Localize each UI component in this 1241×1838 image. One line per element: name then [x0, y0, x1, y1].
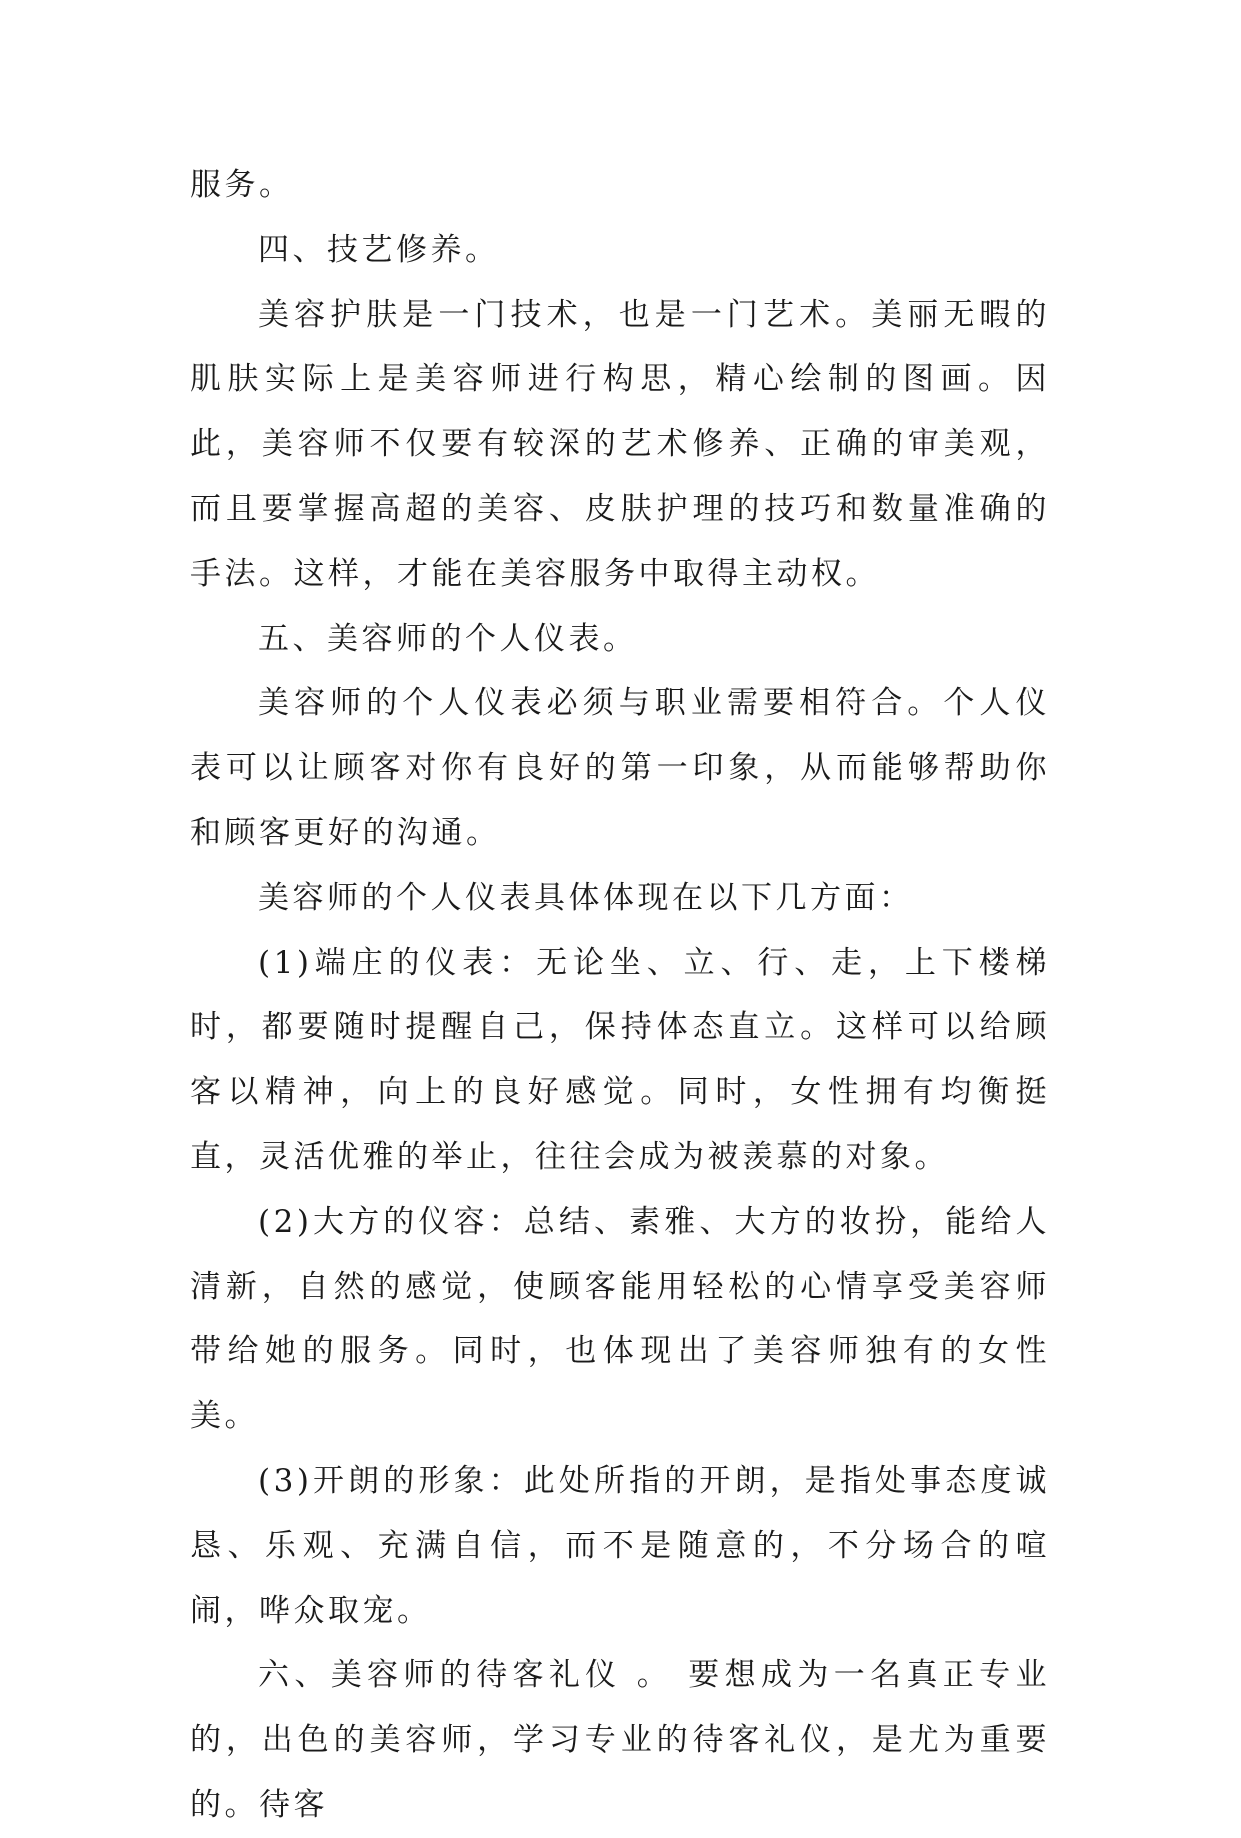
paragraph-skill-cultivation: 美容护肤是一门技术，也是一门艺术。美丽无暇的肌肤实际上是美容师进行构思，精心绘制的图画。因此，美容师不仅要有较深的艺术修养、正确的审美观，而且要掌握高超的美容、皮肤护理的技巧和数量准确的手法。这样，才能在美容服务中取得主动权。: [190, 296, 1050, 592]
heading-skill-cultivation: 四、技艺修养。: [258, 231, 500, 268]
heading-reception-etiquette: 六、美容师的待客礼仪 。 要想成为一名真正专业的，出色的美容师，学习专业的待客礼仪，是尤为重要的。待客: [190, 1657, 1050, 1823]
list-item-dignified-appearance: (1)端庄的仪表：无论坐、立、行、走，上下楼梯时，都要随时提醒自己，保持体态直立。这样可以给顾客以精神，向上的良好感觉。同时，女性拥有均衡挺直，灵活优雅的举止，往往会成为被羡慕的对象。: [190, 944, 1050, 1175]
paragraph-personal-appearance: 美容师的个人仪表必须与职业需要相符合。个人仪表可以让顾客对你有良好的第一印象，从而能够帮助你和顾客更好的沟通。: [190, 685, 1050, 851]
document-body: [190, 153, 1050, 1838]
list-item-cheerful-image: (3)开朗的形象：此处所指的开朗，是指处事态度诚恳、乐观、充满自信，而不是随意的，不分场合的喧闹，哗众取宠。: [190, 1462, 1050, 1629]
list-item-elegant-look: (2)大方的仪容：总结、素雅、大方的妆扮，能给人清新，自然的感觉，使顾客能用轻松的心情享受美容师带给她的服务。同时，也体现出了美容师独有的女性美。: [190, 1203, 1050, 1435]
heading-personal-appearance: 五、美容师的个人仪表。: [258, 620, 638, 657]
paragraph-continuation: 服务。: [190, 167, 294, 203]
paragraph-appearance-intro: 美容师的个人仪表具体体现在以下几方面：: [258, 879, 914, 916]
